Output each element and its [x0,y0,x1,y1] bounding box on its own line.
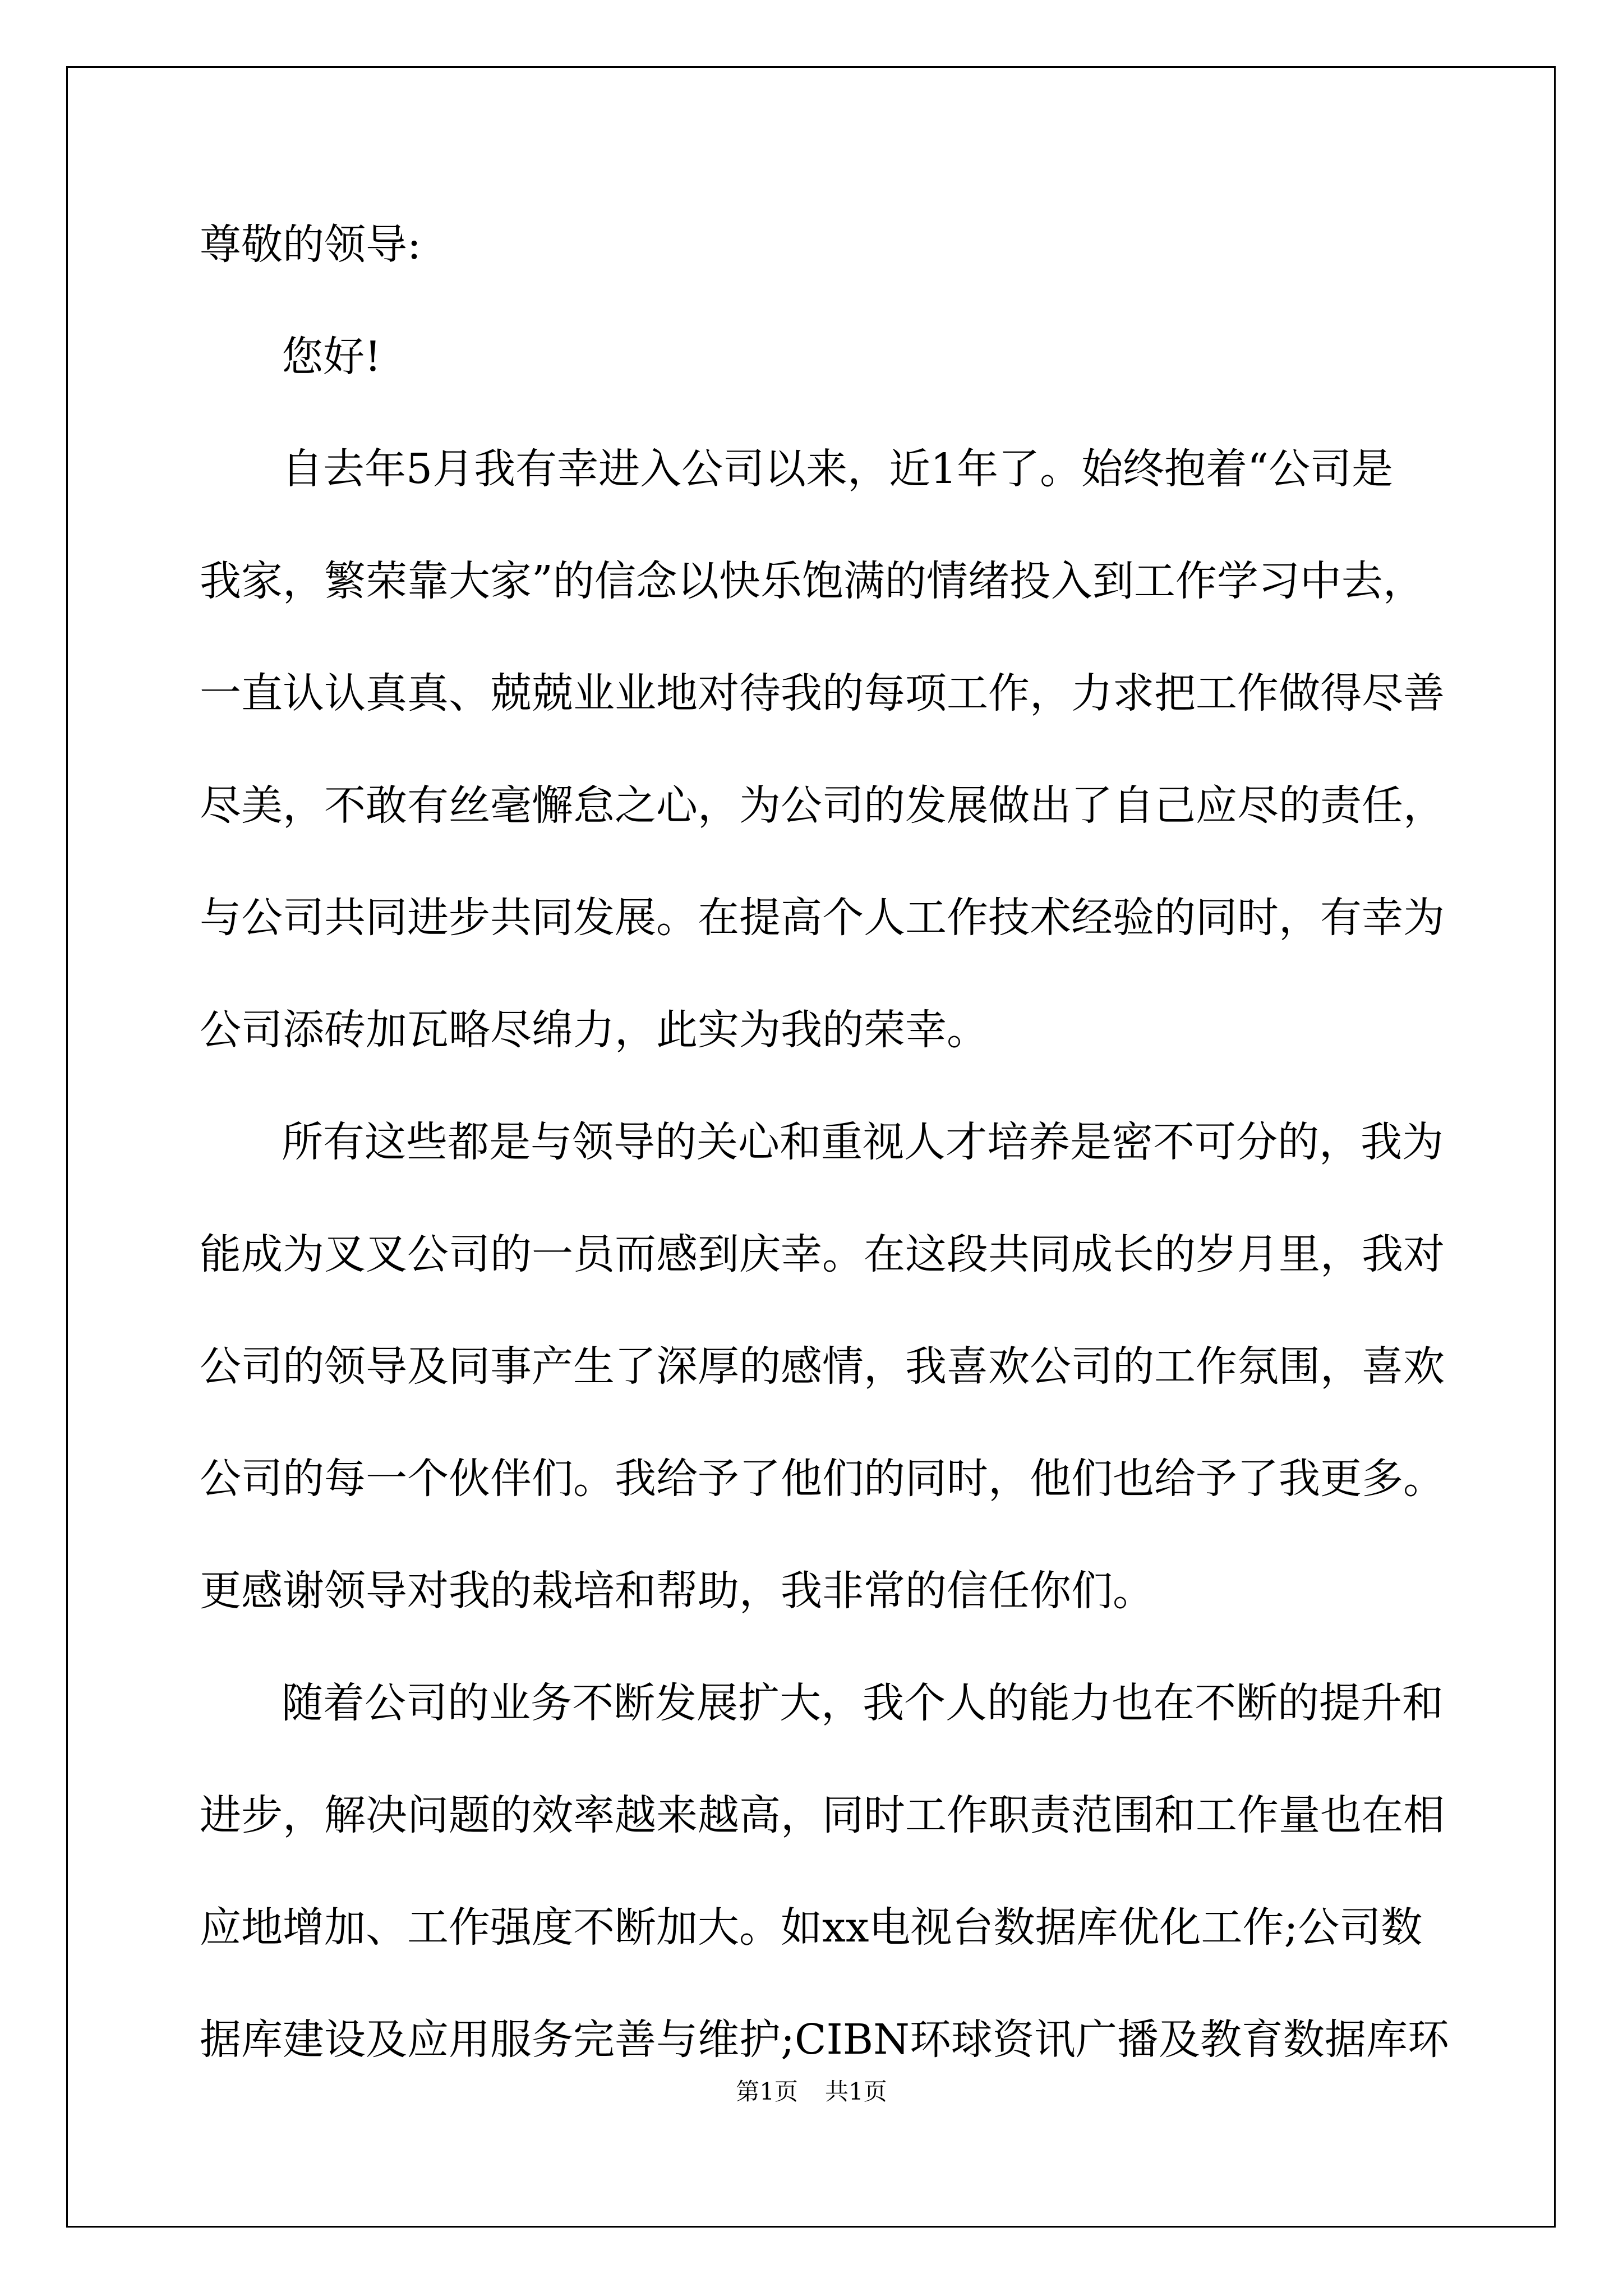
body-line: 应地增加、工作强度不断加大。如xx电视台数据库优化工作;公司数 [200,1903,1423,1952]
body-line: 进步，解决问题的效率越来越高，同时工作职责范围和工作量也在相 [200,1791,1445,1839]
body-line: 我家，繁荣靠大家”的信念以快乐饱满的情绪投入到工作学习中去， [200,557,1424,605]
body-line: 公司的每一个伙伴们。我给予了他们的同时，他们也给予了我更多。 [200,1455,1445,1503]
body-line: 尽美，不敢有丝毫懈怠之心，为公司的发展做出了自己应尽的责任， [200,781,1445,830]
body-line: 能成为叉叉公司的一员而感到庆幸。在这段共同成长的岁月里，我对 [200,1230,1445,1278]
body-line: 更感谢领导对我的栽培和帮助，我非常的信任你们。 [200,1567,1154,1615]
page-total: 共1页 [825,2078,887,2105]
body-line: 与公司共同进步共同发展。在提高个人工作技术经验的同时，有幸为 [200,894,1445,942]
body-line: 公司添砖加瓦略尽绵力，此实为我的荣幸。 [200,1006,988,1054]
body-line: 据库建设及应用服务完善与维护;CIBN环球资讯广播及教育数据库环 [200,2016,1449,2064]
body-line: 随着公司的业务不断发展扩大，我个人的能力也在不断的提升和 [282,1679,1444,1727]
greeting: 您好! [282,333,381,381]
page-footer [0,2080,1623,2104]
body-line: 公司的领导及同事产生了深厚的感情，我喜欢公司的工作氛围，喜欢 [200,1342,1445,1391]
body-line: 所有这些都是与领导的关心和重视人才培养是密不可分的，我为 [282,1118,1444,1166]
page-number: 第1页 [736,2078,798,2105]
body-line: 一直认认真真、兢兢业业地对待我的每项工作，力求把工作做得尽善 [200,669,1445,717]
salutation: 尊敬的领导: [200,220,421,269]
body-line: 自去年5月我有幸进入公司以来，近1年了。始终抱着“公司是 [282,445,1393,493]
